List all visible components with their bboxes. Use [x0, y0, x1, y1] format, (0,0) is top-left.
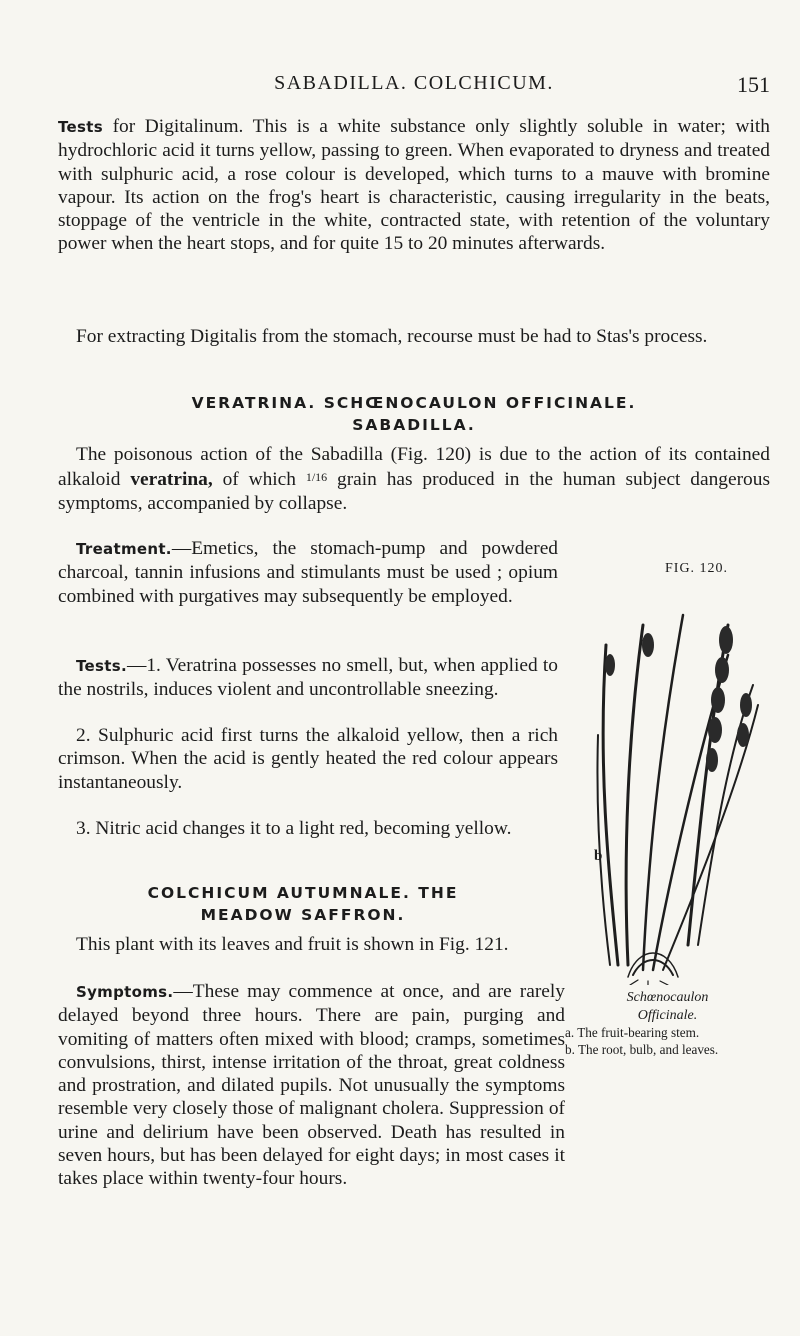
- tests-lead: Tests: [58, 118, 103, 136]
- fraction: 1/16: [305, 470, 328, 485]
- caption-species: [565, 988, 770, 1024]
- caption-name-line1: Schœnocaulon: [626, 990, 709, 1005]
- digitalis-extraction-paragraph: For extracting Digitalis from the stomach, recourse must be had to Stas's process.: [76, 326, 708, 347]
- veratrina-heading-line1: VERATRINA. SCHŒNOCAULON OFFICINALE.: [191, 394, 637, 412]
- root: [630, 980, 668, 985]
- digitalinum-tests-paragraph: [58, 115, 770, 256]
- caption-item-a: a. The fruit-bearing stem.: [565, 1025, 700, 1040]
- treatment-text: —Emetics, the stomach-pump and powdered charcoal, tannin infusions and stimulants must be used ; opium combined with purgatives may subsequently be employed.: [58, 538, 558, 607]
- colchicum-heading-line2: MEADOW SAFFRON.: [200, 906, 406, 924]
- sabadilla-plant-illustration: [588, 585, 773, 985]
- veratrina-heading: [58, 392, 770, 436]
- caption-item-b: b. The root, bulb, and leaves.: [565, 1042, 719, 1057]
- symptoms-lead: Symptoms.: [76, 983, 174, 1001]
- veratrina-test2-paragraph: 2. Sulphuric acid first turns the alkaloid yellow, then a rich crimson. When the acid is gently heated the red colour appears instantaneously.: [58, 725, 558, 793]
- figure-label: FIG. 120.: [665, 561, 729, 576]
- veratrina-heading-line2: SABADILLA.: [352, 416, 476, 434]
- veratrina-test1-paragraph: [58, 654, 558, 702]
- running-head: [58, 72, 770, 102]
- veratrina-intro-a: The poisonous action of the Sabadilla (Fig. 120) is due to the action of its contained alkaloid: [58, 444, 770, 491]
- figure-marker-b: b: [594, 848, 603, 864]
- figure-caption: [565, 988, 770, 1058]
- symptoms-text: —These may commence at once, and are rarely delayed beyond three hours. There are pain, purging and vomiting of matters often mixed with blood; cramps, sometimes convulsions, thirst, intense irritation of the throat, great coldness and prostration, and dilated pupils. Not unusually the symptoms resemble very closely those of malignant cholera. Suppression of urine and delirium have been observed. Death has resulted in seven hours, but has been delayed for eight days; in most cases it takes place within twenty-four hours.: [58, 981, 565, 1190]
- page-number: 151: [737, 72, 770, 97]
- caption-name-line2: Officinale.: [637, 1008, 698, 1023]
- colchicum-heading-line1: COLCHICUM AUTUMNALE. THE: [147, 884, 459, 902]
- veratrina-intro-paragraph: [58, 443, 770, 515]
- treatment-lead: Treatment.: [76, 540, 172, 558]
- digitalinum-text: for Digitalinum. This is a white substance only slightly soluble in water; with hydrochloric acid it turns yellow, passing to green. When evaporated to dryness and treated with sulphuric acid, a rose colour is developed, which turns to a mauve with bromine vapour. Its action on the frog's heart is characteristic, causing irregularity in the beats, stoppage of the ventricle in the white, contracted state, with retention of the voluntary power when the heart stops, and for quite 15 to 20 minutes afterwards.: [58, 116, 770, 255]
- veratrina-test3-paragraph: 3. Nitric acid changes it to a light red, becoming yellow.: [76, 818, 512, 839]
- colchicum-heading: [58, 882, 548, 926]
- veratrina-intro-b: of which: [222, 469, 296, 491]
- tests-lead-2: Tests.: [76, 657, 127, 675]
- veratrina-treatment-paragraph: [58, 537, 558, 608]
- test1-text: —1. Veratrina possesses no smell, but, when applied to the nostrils, induces violent and uncontrollable sneezing.: [58, 655, 558, 701]
- running-title: SABADILLA. COLCHICUM.: [274, 72, 554, 94]
- veratrina-alkaloid-name: veratrina,: [130, 469, 213, 491]
- veratrina-intro-c: grain has produced in the human subject dangerous symptoms, accompanied by collapse.: [58, 469, 770, 514]
- colchicum-intro-paragraph: This plant with its leaves and fruit is shown in Fig. 121.: [76, 934, 509, 955]
- leaf-blade: [626, 625, 643, 965]
